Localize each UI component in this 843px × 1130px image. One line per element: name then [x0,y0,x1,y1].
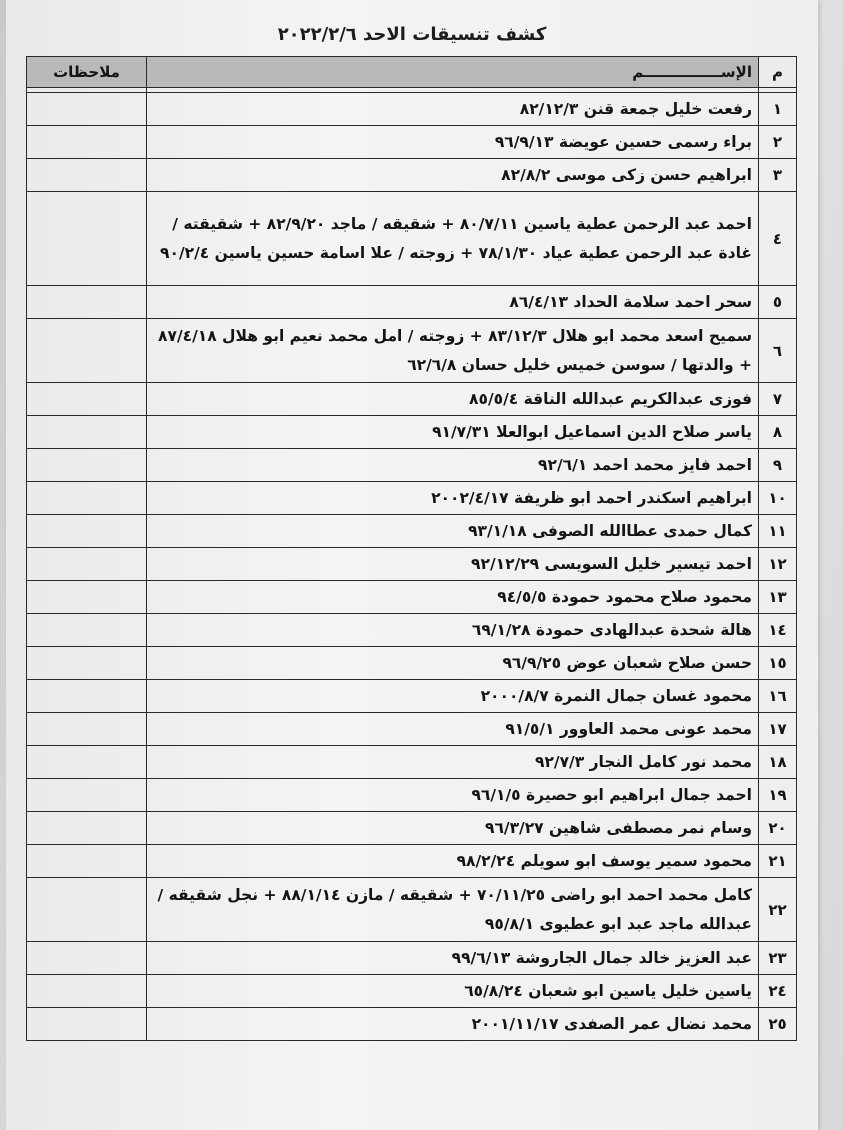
table-header-row [27,57,797,88]
row-name: عبد العزيز خالد جمال الجاروشة ٩٩/٦/١٣ [147,942,759,975]
row-notes [27,878,147,942]
table-row [27,614,797,647]
table-row [27,126,797,159]
row-number: ٢١ [759,845,797,878]
table-row [27,975,797,1008]
row-notes [27,647,147,680]
table-row [27,286,797,319]
row-name: ابراهيم اسكندر احمد ابو ظريفة ٢٠٠٢/٤/١٧ [147,482,759,515]
row-name: محمد نور كامل النجار ٩٢/٧/٣ [147,746,759,779]
row-notes [27,812,147,845]
header-notes: ملاحظات [27,57,147,88]
row-number: ١٩ [759,779,797,812]
table-row [27,878,797,942]
row-name: ابراهيم حسن زكى موسى ٨٢/٨/٢ [147,159,759,192]
row-notes [27,746,147,779]
table-row [27,845,797,878]
row-notes [27,286,147,319]
row-notes [27,482,147,515]
row-name: سميح اسعد محمد ابو هلال ٨٣/١٢/٣ + زوجته / امل محمد نعيم ابو هلال ٨٧/٤/١٨ + والدتها / سوسن خميس خليل حسان ٦٢/٦/٨ [147,319,759,383]
row-number: ٣ [759,159,797,192]
row-notes [27,581,147,614]
roster-table [26,56,797,1041]
row-number: ١٤ [759,614,797,647]
row-number: ١٨ [759,746,797,779]
row-name: هالة شحدة عبدالهادى حمودة ٦٩/١/٢٨ [147,614,759,647]
row-number: ٨ [759,416,797,449]
row-number: ٤ [759,192,797,286]
row-notes [27,416,147,449]
row-name: فوزى عبدالكريم عبدالله الناقة ٨٥/٥/٤ [147,383,759,416]
row-number: ٩ [759,449,797,482]
row-name: رفعت خليل جمعة قنن ٨٢/١٢/٣ [147,93,759,126]
table-row [27,449,797,482]
table-row [27,192,797,286]
table-row [27,1008,797,1041]
table-row [27,942,797,975]
row-number: ٢٠ [759,812,797,845]
row-name: وسام نمر مصطفى شاهين ٩٦/٣/٢٧ [147,812,759,845]
row-number: ٢٥ [759,1008,797,1041]
table-row [27,680,797,713]
row-number: ١٥ [759,647,797,680]
row-notes [27,93,147,126]
table-row [27,548,797,581]
row-number: ٧ [759,383,797,416]
row-number: ٢ [759,126,797,159]
table-row [27,416,797,449]
row-notes [27,192,147,286]
row-number: ١١ [759,515,797,548]
row-name: احمد تيسير خليل السويسى ٩٢/١٢/٢٩ [147,548,759,581]
row-notes [27,126,147,159]
table-row [27,482,797,515]
row-number: ١٣ [759,581,797,614]
page-title: كشف تنسيقات الاحد ٢٠٢٢/٢/٦ [277,24,547,45]
row-number: ٢٤ [759,975,797,1008]
row-name: كمال حمدى عطاالله الصوفى ٩٣/١/١٨ [147,515,759,548]
row-notes [27,548,147,581]
row-notes [27,449,147,482]
row-name: احمد عبد الرحمن عطية ياسين ٨٠/٧/١١ + شقيقه / ماجد ٨٢/٩/٢٠ + شقيقته / غادة عبد الرحمن عطية عياد ٧٨/١/٣٠ + زوجته / علا اسامة حسين ياسين ٩٠/٢/٤ [147,192,759,286]
table-row [27,713,797,746]
row-name: سحر احمد سلامة الحداد ٨٦/٤/١٣ [147,286,759,319]
row-notes [27,515,147,548]
row-notes [27,1008,147,1041]
row-name: كامل محمد احمد ابو راضى ٧٠/١١/٢٥ + شقيقه / مازن ٨٨/١/١٤ + نجل شقيقه / عبدالله ماجد عبد ابو عطيوى ٩٥/٨/١ [147,878,759,942]
table-row [27,159,797,192]
row-name: احمد جمال ابراهيم ابو حصيرة ٩٦/١/٥ [147,779,759,812]
row-number: ١٦ [759,680,797,713]
row-name: حسن صلاح شعبان عوض ٩٦/٩/٢٥ [147,647,759,680]
header-number: م [759,57,797,88]
row-notes [27,713,147,746]
table-row [27,93,797,126]
table-row [27,779,797,812]
row-name: ياسين خليل ياسين ابو شعبان ٦٥/٨/٢٤ [147,975,759,1008]
row-number: ٥ [759,286,797,319]
row-notes [27,614,147,647]
row-name: محمود غسان جمال النمرة ٢٠٠٠/٨/٧ [147,680,759,713]
row-name: محمد عونى محمد العاوور ٩١/٥/١ [147,713,759,746]
row-name: محمود صلاح محمود حمودة ٩٤/٥/٥ [147,581,759,614]
row-notes [27,779,147,812]
table-row [27,515,797,548]
document-page [6,0,818,1130]
row-notes [27,845,147,878]
table-row [27,647,797,680]
row-number: ١٢ [759,548,797,581]
table-row [27,319,797,383]
row-notes [27,942,147,975]
header-name: الإســـــــــــــــم [147,57,759,88]
row-name: ياسر صلاح الدين اسماعيل ابوالعلا ٩١/٧/٣١ [147,416,759,449]
row-notes [27,680,147,713]
row-number: ٦ [759,319,797,383]
row-notes [27,975,147,1008]
row-name: محمد نضال عمر الصفدى ٢٠٠١/١١/١٧ [147,1008,759,1041]
row-number: ١٧ [759,713,797,746]
row-name: براء رسمى حسين عويضة ٩٦/٩/١٣ [147,126,759,159]
row-name: احمد فايز محمد احمد ٩٢/٦/١ [147,449,759,482]
table-body [27,88,797,1041]
row-name: محمود سمير يوسف ابو سويلم ٩٨/٢/٢٤ [147,845,759,878]
table-row [27,581,797,614]
row-number: ١ [759,93,797,126]
row-notes [27,319,147,383]
row-number: ٢٣ [759,942,797,975]
table-row [27,746,797,779]
table-row [27,812,797,845]
row-number: ٢٢ [759,878,797,942]
row-notes [27,159,147,192]
table-row [27,383,797,416]
row-number: ١٠ [759,482,797,515]
row-notes [27,383,147,416]
